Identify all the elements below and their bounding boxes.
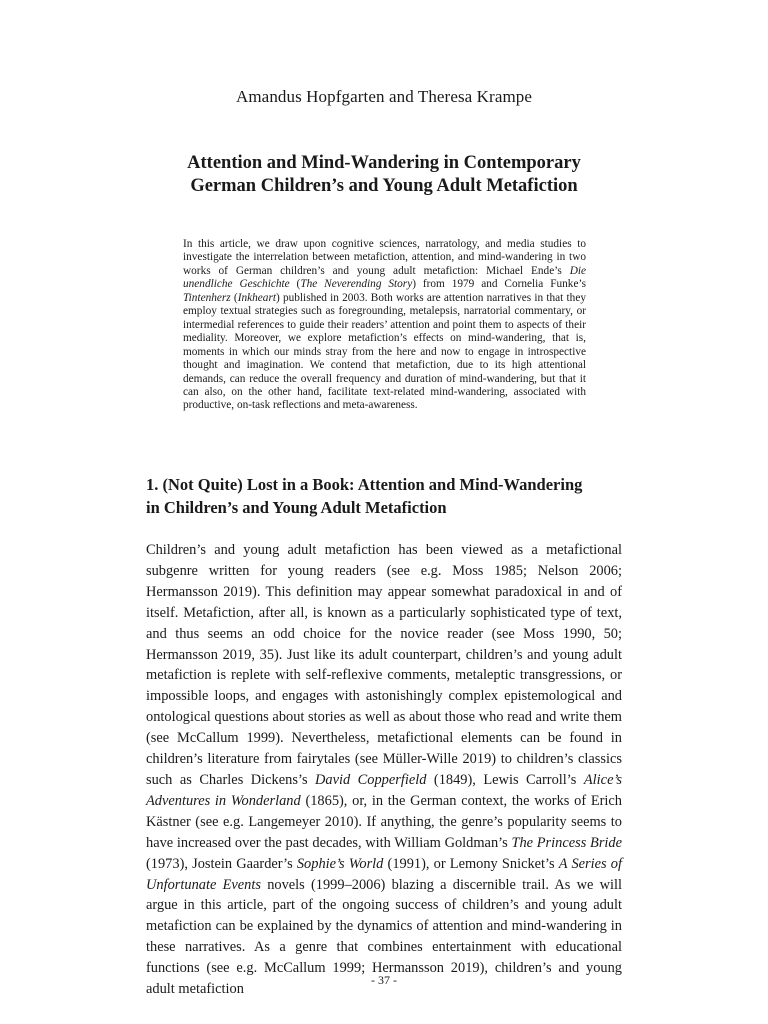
book-title: The Princess Bride [511, 834, 622, 851]
body-text: (1865), or, in the German context, the works of Erich Kästner (see e.g. Langemeyer 2010). If anything, the genre’s popularity seems to have increased over the past decades, with William Goldman’s [146, 792, 623, 851]
heading-line: 1. (Not Quite) Lost in a Book: Attention and Mind-Wandering [146, 475, 583, 494]
page-number: - 37 - [371, 973, 397, 987]
book-title: Sophie’s World [296, 855, 384, 872]
abstract [183, 238, 586, 413]
book-title: David Copperfield [315, 771, 427, 788]
body-text: (1973), Jostein Gaarder’s [146, 855, 297, 872]
title-line: Attention and Mind-Wandering in Contemporary [187, 153, 581, 173]
body-text: (1991), or Lemony Snicket’s [383, 855, 559, 872]
title-line: German Children’s and Young Adult Metafiction [190, 176, 578, 196]
body-paragraph [146, 540, 622, 1000]
abstract-text: In this article, we draw upon cognitive sciences, narratology, and media studies to investigate the interrelation between metafiction, attention, and mind-wandering in two works of German children’s and young adult metafiction: Michael Ende’s [183, 238, 586, 277]
heading-line: in Children’s and Young Adult Metafiction [146, 498, 447, 517]
abstract-text: ) published in 2003. Both works are attention narratives in that they employ textual strategies such as foregrounding, metalepsis, narratorial commentary, or intermedial references to guide their readers’ attention and point them to aspects of their mediality. Moreover, we explore metafiction’s effects on mind-wandering, that is, moments in which our minds stray from the here and now to engage in introspective thought and imagination. We contend that metafiction, due to its high attentional demands, can reduce the overall frequency and duration of mind-wandering, but that it can also, on the other hand, facilitate text-related mind-wandering, associated with productive, on-task reflections and meta-awareness. [183, 291, 586, 412]
abstract-text: ( [230, 291, 238, 304]
author-line: Amandus Hopfgarten and Theresa Krampe [235, 87, 533, 106]
body-text: novels (1999–2006) blazing a discernible trail. As we will argue in this article, part of the ongoing success of children’s and young adult metafiction can be explained by the dynamics of attention and mind-wandering in these narratives. As a genre that combines entertainment with educational functions (see e.g. McCallum 1999; Hermansson 2019), children’s and young adult metafiction [146, 876, 622, 998]
abstract-text: ( [289, 278, 301, 291]
book-title: A Series of Unfortunate Events [146, 855, 622, 893]
article-title [100, 152, 668, 198]
book-title: Alice’s Adventures in Wonderland [146, 771, 622, 809]
abstract-text: ) from 1979 and Cornelia Funke’s [412, 278, 586, 291]
body-text: Children’s and young adult metafiction has been viewed as a metafictional subgenre written for young readers (see e.g. Moss 1985; Nelson 2006; Hermansson 2019). This definition may appear somewhat paradoxical in and of itself. Metafiction, after all, is known as a particularly sophisticated type of text, and thus seems an odd choice for the novice reader (see Moss 1990, 50; Hermansson 2019, 35). Just like its adult counterpart, children’s and young adult metafiction is replete with self-reflexive comments, metaleptic transgressions, or impossible loops, and engages with astonishingly complex epistemological and ontological questions about stories as well as about those who read and write them (see McCallum 1999). Nevertheless, metafictional elements can be found in children’s literature from fairytales (see Müller-Wille 2019) to children’s classics such as Charles Dickens’s [146, 542, 622, 788]
book-title: Die unendliche Geschichte [183, 264, 586, 291]
book-title: Tintenherz [183, 291, 231, 304]
section-heading [146, 473, 624, 519]
body-text: (1849), Lewis Carroll’s [426, 771, 584, 788]
book-title: The Neverending Story [300, 278, 413, 291]
book-title: Inkheart [237, 291, 276, 304]
